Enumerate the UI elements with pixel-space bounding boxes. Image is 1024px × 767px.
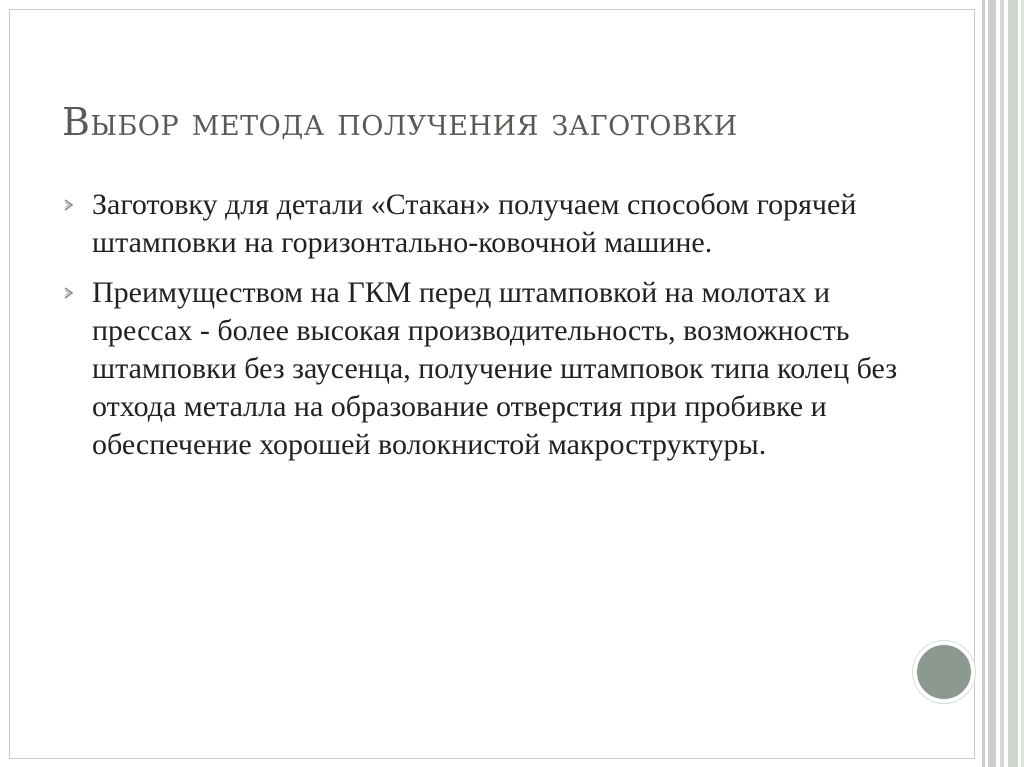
stripe	[1008, 0, 1018, 767]
decorative-stripes	[982, 0, 1024, 767]
slide-body	[62, 186, 907, 476]
stripe	[1000, 0, 1004, 767]
chevron-right-icon	[62, 286, 76, 300]
bullet-item	[62, 186, 907, 262]
stripe	[988, 0, 996, 767]
stripe	[982, 0, 985, 767]
bullet-item	[62, 274, 907, 464]
bullet-text: Преимуществом на ГКМ перед штамповкой на молотах и прессах - более высокая производительность, возможность штамповки без заусенца, получение штамповок типа колец без отхода металла на образование отверстия при пробивке и обеспечение хорошей волокнистой макроструктуры.	[92, 276, 898, 461]
bullet-text: Заготовку для детали «Стакан» получаем способом горячей штамповки на горизонтально-ковочной машине.	[92, 188, 857, 259]
slide-title: Выбор метода получения заготовки	[62, 100, 738, 144]
chevron-right-icon	[62, 198, 76, 212]
circle-icon	[913, 641, 975, 703]
